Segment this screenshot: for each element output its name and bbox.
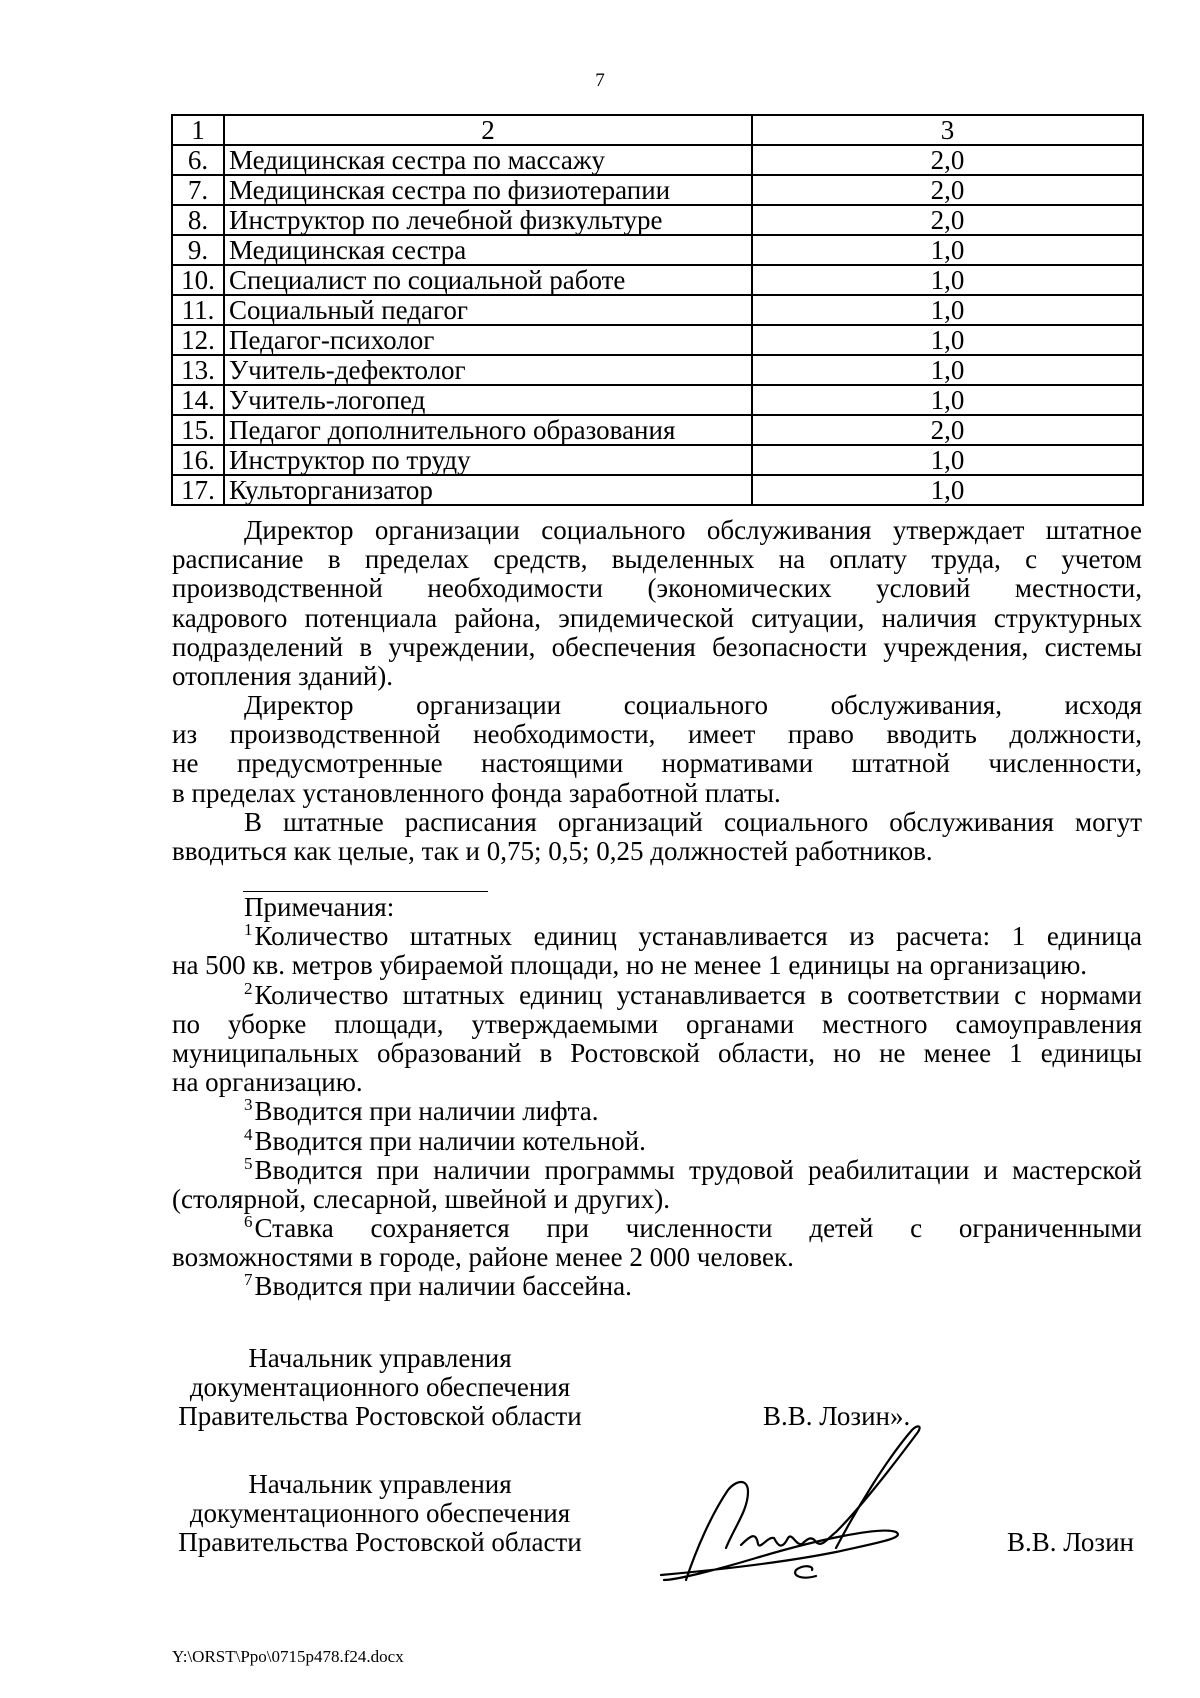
note-1 [172,922,1142,951]
table-row [172,235,1143,265]
note-text: Вводится при наличии бассейна. [254,1271,632,1302]
row-number: 11. [172,295,224,325]
table-row [172,265,1143,295]
row-number: 14. [172,385,224,415]
note-marker: 3 [244,1095,253,1115]
text-line: не предусмотренные настоящими нормативами штатной численности, [172,748,1142,779]
paragraph-staffing [172,516,1142,691]
note-text: возможностями в городе, районе менее 2 000 человек. [172,1242,794,1273]
position-name: Инструктор по труду [224,445,752,475]
text-line: подразделений в учреждении, обеспечения безопасности учреждения, системы [172,631,1142,662]
signature-block-1-title [160,1344,600,1431]
position-name: Медицинская сестра по физиотерапии [224,175,752,205]
row-number: 16. [172,445,224,475]
position-name: Социальный педагог [224,295,752,325]
position-name: Инструктор по лечебной физкультуре [224,205,752,235]
position-name: Учитель-логопед [224,385,752,415]
signer-name-2: В.В. Лозин [1007,1527,1134,1557]
text-line: из производственной необходимости, имеет право вводить должности, [172,719,1142,750]
text-line: расписание в пределах средств, выделенных на оплату труда, с учетом [172,544,1142,575]
notes-section [172,893,1142,1302]
text-line: Директор организации социального обслуживания, исходя [244,690,1142,720]
handwritten-signature [656,1420,976,1590]
row-number: 15. [172,415,224,445]
table-header-row [172,115,1143,145]
position-count: 1,0 [752,265,1143,295]
position-count: 1,0 [752,325,1143,355]
table-row [172,355,1143,385]
text-line: производственной необходимости (экономических условий местности, [172,573,1142,604]
row-number: 7. [172,175,224,205]
staff-table [171,114,1144,506]
position-count: 1,0 [752,385,1143,415]
note-text: Вводится при наличии котельной. [254,1125,646,1156]
table-row [172,445,1143,475]
notes-title: Примечания: [244,892,395,922]
signer-title-line: документационного обеспечения [189,1372,571,1402]
note-7 [172,1272,1142,1301]
note-marker: 7 [244,1270,253,1290]
note-text: муниципальных образований в Ростовской области, но не менее 1 единицы [172,1037,1142,1068]
header-cell: 3 [752,115,1143,145]
text-line: отопления зданий). [172,660,394,691]
header-cell: 2 [224,115,752,145]
position-name: Культорганизатор [224,475,752,505]
note-marker: 6 [244,1212,253,1232]
note-text: (столярной, слесарной, швейной и других). [172,1183,670,1214]
text-line: кадрового потенциала района, эпидемической ситуации, наличия структурных [172,602,1142,633]
table-row [172,295,1143,325]
position-count: 1,0 [752,295,1143,325]
note-marker: 5 [244,1153,253,1173]
table-row [172,325,1143,355]
note-5 [172,1153,1142,1185]
table-row [172,145,1143,175]
table-row [172,475,1143,505]
row-number: 17. [172,475,224,505]
note-4 [172,1124,1142,1156]
position-count: 1,0 [752,355,1143,385]
note-3 [172,1097,1142,1126]
signer-title-line: документационного обеспечения [189,1498,571,1528]
text-line: В штатные расписания организаций социального обслуживания могут [244,807,1142,837]
header-cell: 1 [172,115,224,145]
row-number: 9. [172,235,224,265]
position-count: 2,0 [752,175,1143,205]
note-marker: 2 [244,978,253,998]
note-2 [172,978,1142,1010]
signer-title-line: Начальник управления [248,1343,512,1373]
row-number: 12. [172,325,224,355]
note-text: на организацию. [172,1067,363,1098]
table-row [172,205,1143,235]
paragraph-positions [172,691,1142,808]
note-marker: 4 [244,1124,253,1144]
position-name: Педагог-психолог [224,325,752,355]
signer-title-line: Начальник управления [248,1469,512,1499]
signer-title-line: Правительства Ростовской области [178,1527,582,1557]
signer-title-line: Правительства Ростовской области [178,1401,582,1431]
text-line: Директор организации социального обслуживания утверждает штатное [244,515,1142,545]
position-count: 1,0 [752,475,1143,505]
table-row [172,175,1143,205]
table-row [172,415,1143,445]
row-number: 10. [172,265,224,295]
position-count: 1,0 [752,445,1143,475]
note-text: Количество штатных единиц устанавливается в соответствии с нормами [254,979,1142,1010]
position-name: Педагог дополнительного образования [224,415,752,445]
position-name: Специалист по социальной работе [224,265,752,295]
file-path-footer: Y:\ORST\Ppo\0715p478.f24.docx [172,1647,404,1666]
row-number: 6. [172,145,224,175]
page-number: 7 [595,70,605,91]
note-text: Вводится при наличии программы трудовой реабилитации и мастерской [254,1154,1142,1185]
table-row [172,385,1143,415]
text-line: в пределах установленного фонда заработной платы. [172,777,781,808]
note-6 [172,1214,1142,1243]
position-count: 2,0 [752,205,1143,235]
position-name: Медицинская сестра [224,235,752,265]
note-text: Вводится при наличии лифта. [254,1096,599,1127]
signature-block-2-title [160,1470,600,1557]
note-text: на 500 кв. метров убираемой площади, но не менее 1 единицы на организацию. [172,950,1087,981]
position-count: 1,0 [752,235,1143,265]
note-text: по уборке площади, утверждаемыми органами местного самоуправления [172,1008,1142,1039]
signer-name-1: В.В. Лозин». [763,1401,911,1431]
position-count: 2,0 [752,145,1143,175]
position-name: Учитель-дефектолог [224,355,752,385]
row-number: 13. [172,355,224,385]
paragraph-fractions [172,808,1142,866]
position-count: 2,0 [752,415,1143,445]
note-text: Ставка сохраняется при численности детей с ограниченными [254,1213,1142,1244]
position-name: Медицинская сестра по массажу [224,145,752,175]
text-line: вводиться как целые, так и 0,75; 0,5; 0,25 должностей работников. [172,836,933,867]
row-number: 8. [172,205,224,235]
note-text: Количество штатных единиц устанавливается из расчета: 1 единица [254,921,1142,952]
note-marker: 1 [244,920,253,940]
